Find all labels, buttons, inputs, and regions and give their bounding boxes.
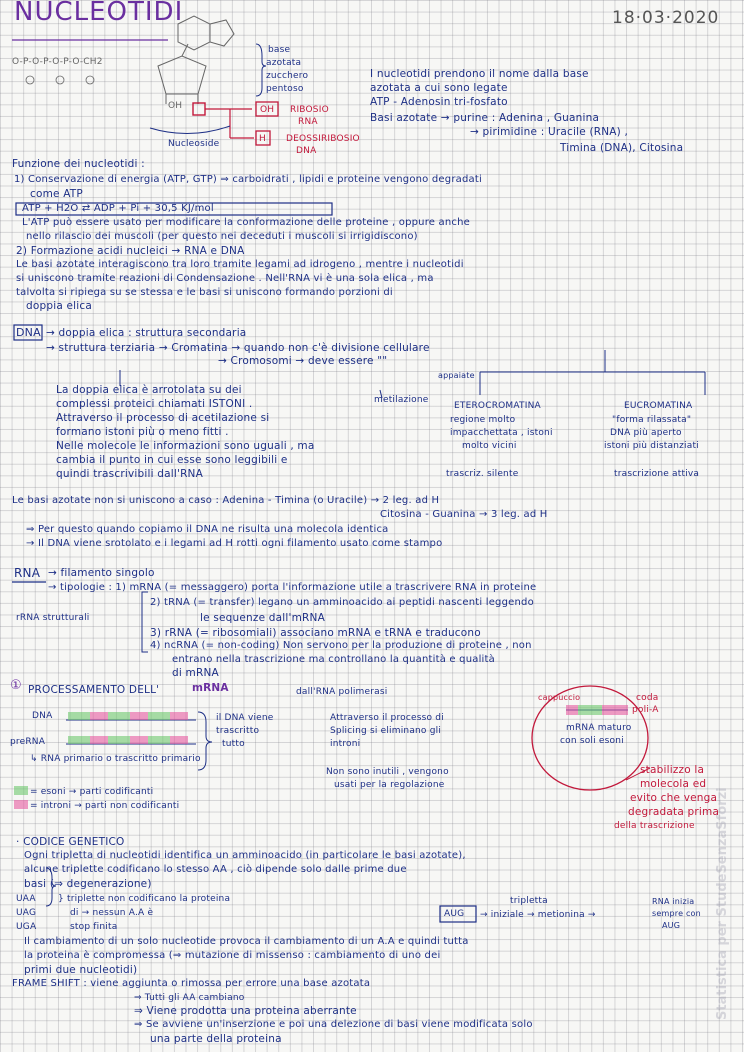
codice-line: alcune triplette codificano lo stesso AA , ciò dipende solo dalle prime due [24,864,407,875]
eucromatina-line: istoni più distanziati [604,441,699,451]
frameshift-line: ⇒ Se avviene un'inserzione e poi una delezione di basi viene modificata solo [134,1019,533,1030]
frameshift-line: ⇒ Viene prodotta una proteina aberrante [134,1005,357,1017]
frameshift-line: una parte della proteina [150,1033,282,1045]
part-zucchero: zucchero [266,71,309,81]
stabilizzo-note: degradata prima [628,806,720,818]
legend-esoni: = esoni → parti codificanti [30,787,154,797]
funzione-line: 2) Formazione acidi nucleici → RNA e DNA [16,245,245,257]
dna-para: Attraverso il processo di acetilazione si [56,412,270,424]
eterocromatina-title: ETEROCROMATINA [454,401,541,411]
dna-para: Nelle molecole le informazioni sono uguali , ma [56,440,315,452]
legend-introni: = introni → parti non codificanti [30,801,180,811]
ribose-rna: RNA [298,117,318,127]
codon-uag: UAG [16,908,37,918]
oh-label: OH [168,101,183,111]
intro-line: ATP - Adenosin tri-fosfato [370,96,508,108]
eucromatina-line: "forma rilassata" [612,415,692,425]
rna-line: 2) tRNA (= transfer) legano un amminoacido ai peptidi nascenti leggendo [150,597,534,608]
proc-primario: ↳ RNA primario o trascritto primario [30,754,201,764]
introni-note: usati per la regolazione [334,780,445,790]
stop-line: stop finita [70,922,118,932]
introni-note: Non sono inutili , vengono [326,767,449,777]
eterocromatina-line: molto vicini [462,441,517,451]
rna-line: le sequenze dall'mRNA [200,612,325,624]
frameshift-line: FRAME SHIFT : viene aggiunta o rimossa per errore una base azotata [12,978,371,989]
codice-line: Ogni tripletta di nucleotidi identifica un amminoacido (in particolare le basi azotate), [24,850,466,861]
codice-heading: · CODICE GENETICO [16,836,125,848]
basi-line: Le basi azotate non si uniscono a caso : Adenina - Timina (o Uracile) → 2 leg. ad H [12,495,440,506]
box-oh: OH [260,105,275,115]
cap-label: cappuccio [538,693,581,702]
stabilizzo-note: della trascrizione [614,821,695,831]
proc-prerna-label: preRNA [10,737,46,747]
proc-number: ① [10,678,22,693]
funzione-line: talvolta si ripiega su se stessa e le basi si uniscono formando porzioni di [16,287,393,298]
intro-line: azotata a cui sono legate [370,82,508,94]
atp-equation: ATP + H2O ⇄ ADP + Pi + 30,5 KJ/mol [22,203,214,214]
polya-label: poli-A [632,705,659,715]
part-azotata: azotata [266,58,302,68]
proc-dna-label: DNA [32,711,53,721]
codice-line: primi due nucleotidi) [24,964,138,976]
funzione-line: si uniscono tramite reazioni di Condensazione . Nell'RNA vi è una sola elica , ma [16,273,434,284]
proc-splicing: introni [330,739,361,749]
intro-line: Basi azotate → purine : Adenina , Guanina [370,112,600,124]
appaiate-note: appaiate [438,371,475,380]
proc-text: il DNA viene [216,713,274,723]
intro-line: I nucleotidi prendono il nome dalla base [370,68,589,80]
codice-line: basi (⇒ degenerazione) [24,878,152,890]
eterocromatina-line: impacchettata , istoni [450,428,553,438]
funzione-line: L'ATP può essere usato per modificare la conformazione delle proteine , oppure anche [22,217,470,228]
proc-splicing: Attraverso il processo di [330,713,444,723]
intro-line: Timina (DNA), Citosina [560,142,684,154]
ribose-label: RIBOSIO [290,105,329,115]
funzione-heading: Funzione dei nucleotidi : [12,158,145,170]
basi-line: ⇒ Per questo quando copiamo il DNA ne risulta una molecola identica [26,524,389,535]
intro-line: → pirimidine : Uracile (RNA) , [470,126,629,138]
dna-para: formano istoni più o meno fitti . [56,426,229,438]
part-base: base [268,45,291,55]
rna-line: 4) ncRNA (= non-coding) Non servono per la produzione di proteine , non [150,640,532,651]
coda-label: coda [636,693,659,703]
page-date: 18·03·2020 [612,8,720,28]
rna-line: → filamento singolo [48,567,155,579]
deoxyribose-label: DEOSSIRIBOSIO [286,134,360,144]
funzione-line: 1) Conservazione di energia (ATP, GTP) ⇒ carboidrati , lipidi e proteine vengono degradati [14,174,482,185]
codon-uga: UGA [16,922,37,932]
eucromatina-line: trascrizione attiva [614,469,700,479]
codon-aug: AUG [444,909,465,919]
dna-line: → Cromosomi → deve essere "" [218,355,388,367]
aug-tripletta: tripletta [510,896,548,906]
dna-label: DNA [16,326,41,339]
dna-para: La doppia elica è arrotolata su dei [56,384,242,396]
aug-note: AUG [662,921,681,930]
dna-para: complessi proteici chiamati ISTONI . [56,398,253,410]
proc-text: tutto [222,739,245,749]
stop-line: di → nessun A.A è [70,908,154,918]
rna-line: 3) rRNA (= ribosomiali) associano mRNA e tRNA e traducono [150,627,481,639]
metilazione-label: metilazione [374,395,429,405]
funzione-line: come ATP [30,188,83,200]
aug-note: sempre con [652,909,701,918]
basi-line: Citosina - Guanina → 3 leg. ad H [380,509,548,520]
eterocromatina-line: regione molto [450,415,516,425]
rna-line: entrano nella trascrizione ma controllano la quantità e qualità [172,654,495,665]
funzione-line: Le basi azotate interagiscono tra loro tramite legami ad idrogeno , mentre i nucleotidi [16,259,464,270]
dna-para: quindi trascrivibili dall'RNA [56,468,203,480]
aug-note: RNA inizia [652,897,695,906]
eterocromatina-line: trascriz. silente [446,469,519,479]
phosphate-backbone: O-P-O-P-O-P-O-CH2 [12,57,103,67]
proc-splicing: Splicing si eliminano gli [330,726,442,736]
basi-line: → Il DNA viene srotolato e i legami ad H rotti ogni filamento usato come stampo [26,538,443,549]
mrna-maturo: mRNA maturo [566,723,632,733]
stabilizzo-note: evito che venga [630,792,718,804]
funzione-line: doppia elica [26,300,93,312]
page-title: NUCLEOTIDI [14,0,184,27]
dna-para: cambia il punto in cui esse sono leggibili e [56,454,288,466]
proc-polimerasi: dall'RNA polimerasi [296,687,388,697]
rna-label: RNA [14,566,41,580]
codon-uaa: UAA [16,894,36,904]
codice-line: la proteina è compromessa (⇒ mutazione di missenso : cambiamento di uno dei [24,950,441,961]
rna-line: di mRNA [172,667,219,679]
eucromatina-title: EUCROMATINA [624,401,693,411]
nucleoside-label: Nucleoside [168,139,220,149]
proc-mrna: mRNA [192,682,229,694]
mrna-maturo: con soli esoni [560,736,624,746]
rna-strutturali: rRNA strutturali [16,613,90,623]
stabilizzo-note: stabilizzo la [640,764,705,776]
dna-line: → struttura terziaria → Cromatina → quando non c'è divisione cellulare [46,342,430,354]
watermark: Statistica per StudeSenzaSforzi [715,787,730,1020]
funzione-line: nello rilascio dei muscoli (per questo nei deceduti i muscoli si irrigidiscono) [26,231,418,242]
aug-iniziale: → iniziale → metionina → [480,910,596,920]
frameshift-line: ⇒ Tutti gli AA cambiano [134,993,245,1003]
eucromatina-line: DNA più aperto [610,428,682,438]
box-h: H [259,134,266,144]
dna-line: → doppia elica : struttura secondaria [46,327,247,339]
rna-line: → tipologie : 1) mRNA (= messaggero) porta l'informazione utile a trascrivere RNA in proteine [48,582,537,593]
part-pentoso: pentoso [266,84,304,94]
proc-heading: PROCESSAMENTO DELL' [28,684,160,696]
codice-line: Il cambiamento di un solo nucleotide provoca il cambiamento di un A.A e quindi tutta [24,936,469,947]
stop-line: } triplette non codificano la proteina [58,894,231,904]
stabilizzo-note: molecola ed [640,778,707,790]
deoxyribose-dna: DNA [296,146,317,156]
proc-text: trascritto [216,726,260,736]
